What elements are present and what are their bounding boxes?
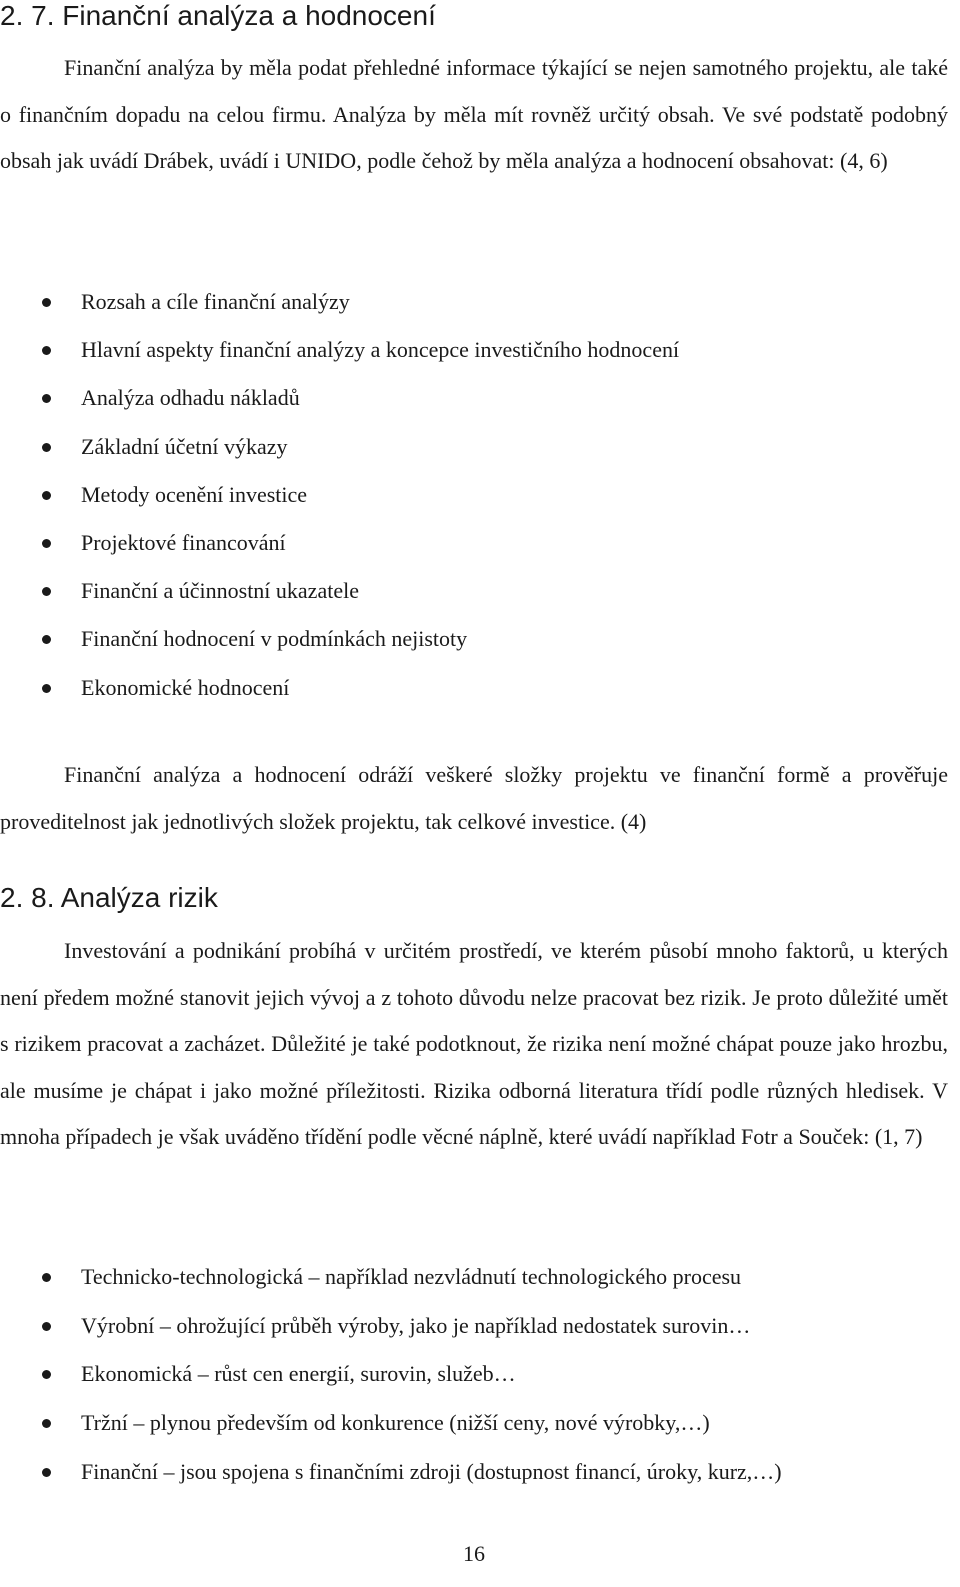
bullet-icon	[42, 539, 51, 548]
bullet-icon	[42, 684, 51, 693]
list-item-text: Finanční – jsou spojena s finančními zdroji (dostupnost financí, úroky, kurz,…)	[81, 1458, 782, 1484]
list-item-text: Projektové financování	[81, 529, 286, 555]
list-item-text: Technicko-technologická – například nezvládnutí technologického procesu	[81, 1264, 742, 1289]
list-item-text: Ekonomické hodnocení	[81, 674, 290, 700]
paragraph-text: Finanční analýza a hodnocení odráží veškeré složky projektu ve finanční formě a prověřuje proveditelnost jak jednotlivých složek projektu, tak celkové investice. (4)	[0, 762, 948, 834]
paragraph-financial-analysis-intro	[0, 45, 948, 185]
list-item-text: Ekonomická – růst cen energií, surovin, služeb…	[81, 1361, 516, 1387]
list-item	[0, 664, 948, 712]
bullet-icon	[42, 1419, 51, 1428]
list-item-text: Metody ocenění investice	[81, 481, 308, 507]
list-item	[0, 374, 948, 422]
list-item	[0, 1448, 948, 1497]
section-heading-risk-analysis: 2. 8. Analýza rizik	[0, 882, 218, 913]
list-item	[0, 567, 948, 615]
financial-analysis-contents-list	[0, 278, 948, 712]
bullet-icon	[42, 1370, 51, 1379]
bullet-icon	[42, 298, 51, 307]
list-item	[0, 326, 948, 374]
list-item	[0, 471, 948, 519]
section-heading-financial-analysis: 2. 7. Finanční analýza a hodnocení	[0, 0, 436, 31]
list-item-text: Analýza odhadu nákladů	[81, 385, 300, 411]
list-item-text: Tržní – plynou především od konkurence (nižší ceny, nové výrobky,…)	[81, 1410, 710, 1436]
paragraph-text: Finanční analýza by měla podat přehledné informace týkající se nejen samotného projektu, ale také o finančním dopadu na celou firmu. Analýza by měla mít rovněž určitý obsah. Ve své podstatě podobný obsah jak uvádí Drábek, uvádí i UNIDO, podle čehož by měla analýza a hodnocení obsahovat: (4, 6)	[0, 55, 948, 173]
list-item-text: Rozsah a cíle finanční analýzy	[81, 289, 350, 314]
page-number: 16	[463, 1541, 485, 1566]
bullet-icon	[42, 491, 51, 500]
list-item	[0, 1253, 948, 1302]
paragraph-financial-analysis-summary	[0, 752, 948, 845]
list-item	[0, 615, 948, 663]
list-item-text: Výrobní – ohrožující průběh výroby, jako je například nedostatek surovin…	[81, 1312, 751, 1338]
bullet-icon	[42, 1273, 51, 1282]
list-item	[0, 278, 948, 326]
bullet-icon	[42, 394, 51, 403]
paragraph-text: Investování a podnikání probíhá v určitém prostředí, ve kterém působí mnoho faktorů, u kterých není předem možné stanovit jejich vývoj a z tohoto důvodu nelze pracovat bez rizik. Je proto důležité umět s rizikem pracovat a zacházet. Důležité je také podotknout, že rizika není možné chápat pouze jako hrozbu, ale musíme je chápat i jako možné příležitosti. Rizika odborná literatura třídí podle různých hledisek. V mnoha případech je však uváděno třídění podle věcné náplně, které uvádí například Fotr a Souček: (1, 7)	[0, 938, 948, 1149]
bullet-icon	[42, 1468, 51, 1477]
bullet-icon	[42, 587, 51, 596]
list-item-text: Základní účetní výkazy	[81, 433, 288, 459]
list-item	[0, 423, 948, 471]
risk-types-list	[0, 1253, 948, 1496]
list-item-text: Hlavní aspekty finanční analýzy a koncepce investičního hodnocení	[81, 337, 680, 363]
list-item	[0, 1399, 948, 1448]
bullet-icon	[42, 635, 51, 644]
list-item	[0, 1350, 948, 1399]
list-item	[0, 519, 948, 567]
list-item	[0, 1302, 948, 1351]
list-item-text: Finanční hodnocení v podmínkách nejistoty	[81, 626, 468, 652]
list-item-text: Finanční a účinnostní ukazatele	[81, 578, 359, 604]
bullet-icon	[42, 443, 51, 452]
bullet-icon	[42, 1322, 51, 1331]
paragraph-risk-analysis-intro	[0, 928, 948, 1161]
bullet-icon	[42, 346, 51, 355]
